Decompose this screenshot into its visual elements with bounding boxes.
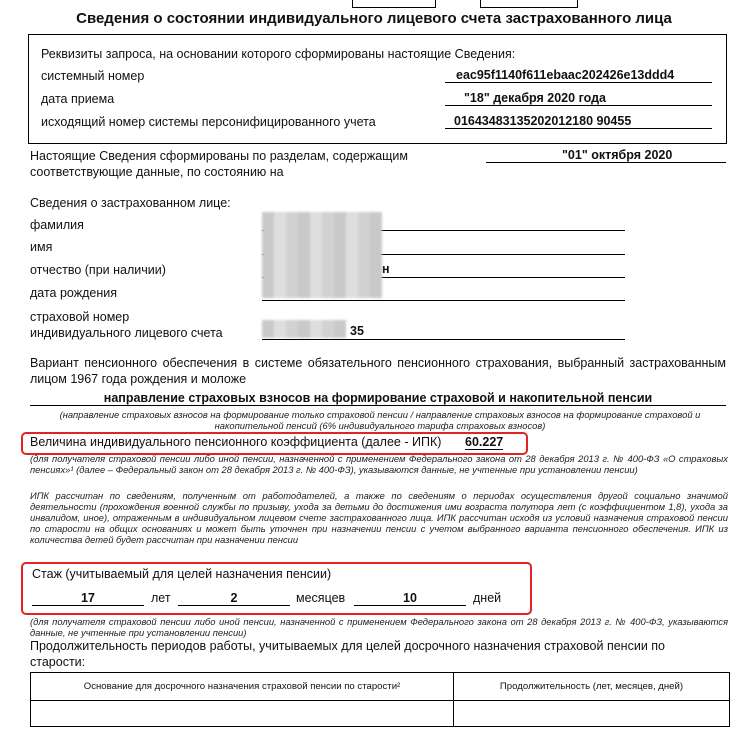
stazh-days: 10 bbox=[354, 591, 466, 606]
stazh-label: Стаж (учитываемый для целей назначения пенсии) bbox=[32, 567, 332, 581]
system-number-label: системный номер bbox=[41, 69, 145, 83]
top-cell-right bbox=[480, 0, 578, 8]
birth-date-line bbox=[262, 300, 625, 301]
receipt-date-value: "18" декабря 2020 года bbox=[445, 91, 712, 106]
stazh-days-unit: дней bbox=[473, 591, 502, 605]
table-row bbox=[31, 701, 730, 727]
snils-line bbox=[262, 339, 625, 340]
patronymic-visible-tail: н bbox=[382, 262, 390, 276]
table-header-row bbox=[31, 673, 730, 701]
document-title: Сведения о состоянии индивидуального лицевого счета застрахованного лица bbox=[76, 10, 672, 27]
redacted-snils bbox=[262, 320, 346, 338]
formed-date: "01" октября 2020 bbox=[486, 148, 726, 163]
early-periods-table bbox=[30, 672, 730, 727]
request-header: Реквизиты запроса, на основании которого сформированы настоящие Сведения: bbox=[41, 47, 516, 61]
table-cell bbox=[31, 701, 454, 727]
pension-variant-choice: направление страховых взносов на формирование страховой и накопительной пенсии bbox=[30, 391, 726, 406]
redacted-personal-data bbox=[262, 212, 382, 298]
insured-header: Сведения о застрахованном лице: bbox=[30, 196, 231, 210]
request-box bbox=[28, 34, 727, 144]
outgoing-number-value: 01643483135202012180 90455 bbox=[445, 114, 712, 129]
snils-label-line2: индивидуального лицевого счета bbox=[30, 326, 223, 340]
ipk-note: (для получателя страховой пенсии либо иной пенсии, назначенной с применением Федерального закона от 28 декабря 2013 г. № 400-ФЗ «О страховых пенсиях»¹ (далее – Федеральный закон от 28 декабря 2013 г. № 400-ФЗ), указываются данные, не учтенные при установлении пенсии) bbox=[30, 453, 728, 475]
stazh-note: (для получателя страховой пенсии либо иной пенсии, назначенной с применением Федерального закона от 28 декабря 2013 г. № 400-ФЗ, указываются данные, не учтенные при установлении пенсии) bbox=[30, 616, 728, 638]
pension-variant-text: Вариант пенсионного обеспечения в системе обязательного пенсионного страхования, выбранный застрахованным лицом 1967 года рождения и моложе bbox=[30, 356, 726, 386]
early-periods-text: Продолжительность периодов работы, учитываемых для целей досрочного назначения страховой пенсии по старости: bbox=[30, 639, 665, 669]
snils-label bbox=[30, 309, 223, 341]
ipk-label: Величина индивидуального пенсионного коэффициента (далее - ИПК) bbox=[30, 435, 442, 449]
snils-visible-tail: 35 bbox=[350, 324, 364, 338]
snils-label-line1: страховой номер bbox=[30, 310, 130, 324]
system-number-value: eac95f1140f611ebaac202426e13ddd4 bbox=[445, 68, 712, 83]
early-duration-header: Продолжительность (лет, месяцев, дней) bbox=[454, 673, 730, 701]
ipk-value: 60.227 bbox=[465, 435, 504, 449]
stazh-months: 2 bbox=[178, 591, 290, 606]
receipt-date-label: дата приема bbox=[41, 92, 115, 106]
outgoing-number-label: исходящий номер системы персонифицированного учета bbox=[41, 115, 376, 129]
table-cell bbox=[454, 701, 730, 727]
ipk-calculation-note: ИПК рассчитан по сведениям, полученным от работодателей, а также по сведениям о периодах осуществления другой социально значимой деятельности (прохождения военной службы по призыву, ухода за детьми до достижения ими возраста полутора лет (с коэффициентом 1,8), ухода за инвалидом, иное), отраженным в индивидуальном лицевом счете застрахованного лица. ИПК рассчитан исходя из условий назначения страховой пенсии по старости на общих основаниях и может быть уточнен при назначении пенсии с учетом выбранного варианта пенсионного обеспечения. ИПК из количества детей будет рассчитан при назначении пенсии bbox=[30, 490, 728, 545]
early-basis-header: Основание для досрочного назначения страховой пенсии по старости² bbox=[31, 673, 454, 701]
patronymic-label: отчество (при наличии) bbox=[30, 263, 166, 277]
surname-label: фамилия bbox=[30, 218, 84, 232]
pension-variant-note: (направление страховых взносов на формирование только страховой пенсии / направление страховых взносов на формирование страховой и накопительной пенсий (6% индивидуального тарифа страховых взносов) bbox=[59, 409, 701, 431]
name-label: имя bbox=[30, 240, 53, 254]
stazh-months-unit: месяцев bbox=[296, 591, 346, 605]
top-cell-left bbox=[352, 0, 436, 8]
birth-date-label: дата рождения bbox=[30, 286, 118, 300]
stazh-years-unit: лет bbox=[151, 591, 171, 605]
formed-text: Настоящие Сведения сформированы по разделам, содержащим соответствующие данные, по состоянию на bbox=[30, 149, 409, 179]
stazh-years: 17 bbox=[32, 591, 144, 606]
